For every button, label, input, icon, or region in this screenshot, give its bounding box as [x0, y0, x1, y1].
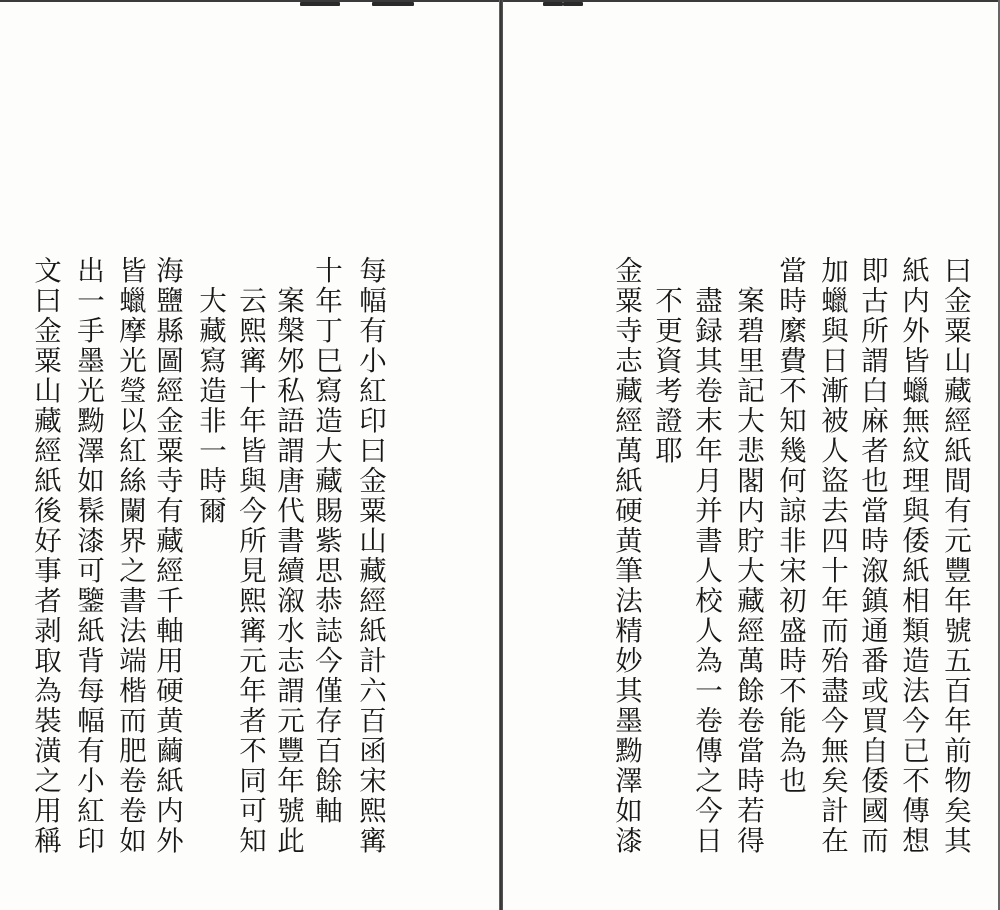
right-text-column: 金粟寺志藏經萬紙硬黄筆法精妙其墨黝澤如漆: [610, 256, 642, 856]
right-text-column: 案碧里記大悲閣内貯大藏經萬餘卷當時若得: [732, 286, 764, 856]
right-text-column: 加蠟與日漸被人盜去四十年而殆盡今無矣計在: [816, 256, 848, 856]
book-gutter: [499, 0, 503, 910]
left-text-column: 出一手墨光黝澤如髹漆可鑒紙背每幅有小紅印: [72, 256, 104, 856]
right-text-column: 即古所謂白麻者也當時溆鎮通番或買自倭國而: [856, 256, 888, 856]
left-text-column: 案槃邜私語謂唐代書續溆水志謂元豐年號此: [272, 286, 304, 856]
binding-mark: [372, 2, 414, 6]
left-text-column: 云熙寗十年皆與今所見熙寗元年者不同可知: [234, 286, 266, 856]
left-text-column: 海鹽縣圖經金粟寺有藏經千軸用硬黄繭紙内外: [151, 256, 183, 856]
right-text-column: 當時縻費不知幾何諒非宋初盛時不能為也: [774, 256, 806, 796]
binding-mark: [300, 2, 340, 6]
right-page: [503, 0, 1000, 910]
binding-mark: [563, 2, 583, 6]
right-page-top-border: [503, 0, 1000, 16]
left-text-column: 文曰金粟山藏經紙後好事者剥取為裝潢之用稱: [29, 256, 61, 856]
left-text-column: 大藏寫造非一時爾: [194, 286, 226, 526]
left-text-column: 皆蠟摩光瑩以紅絲闌界之書法端楷而肥卷卷如: [114, 256, 146, 856]
right-text-column: 曰金粟山藏經紙間有元豐年號五百年前物矣其: [939, 256, 971, 856]
right-text-column: 盡録其卷末年月并書人校人為一卷傳之今日: [690, 286, 722, 856]
right-text-column: 不更資考證耶: [650, 286, 682, 466]
left-text-column: 十年丁巳寫造大藏賜紫思恭誌今僅存百餘軸: [310, 256, 342, 826]
left-page-top-border: [0, 0, 499, 16]
left-text-column: 每幅有小紅印曰金粟山藏經紙計六百函宋熙寗: [354, 256, 386, 856]
left-page: [0, 0, 499, 910]
right-text-column: 紙内外皆蠟無紋理與倭紙相類造法今已不傳想: [897, 256, 929, 856]
binding-mark: [543, 2, 563, 6]
